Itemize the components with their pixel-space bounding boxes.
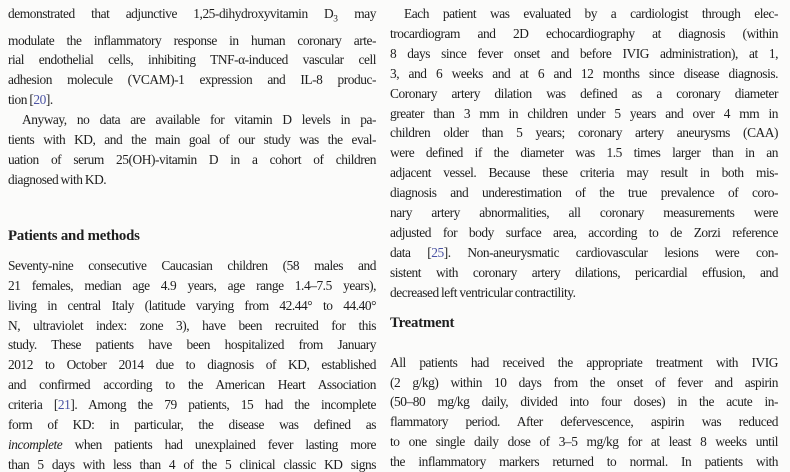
text-segment: 3, and 6 weeks and at 6 and 12 months since disease diagnosis. [390, 65, 778, 81]
paragraph-treatment-protocol [390, 353, 778, 472]
text-segment: children older than 5 years; coronary artery aneurysms (CAA) [390, 125, 778, 141]
text-line [8, 435, 376, 455]
text-segment: (50–80 mg/kg daily, divided into four doses) in the acute in- [390, 394, 778, 410]
text-segment: demonstrated that adjunctive 1,25-dihydroxyvitamin D [8, 6, 334, 21]
text-segment: were defined if the diameter was 1.5 times larger than in an [390, 145, 778, 161]
text-line [8, 415, 376, 435]
section-heading-patients-and-methods: Patients and methods [8, 227, 140, 244]
text-line [390, 432, 778, 452]
text-line [390, 373, 778, 393]
text-segment: diagnosed with KD. [8, 171, 107, 187]
text-segment: 8 days since fever onset and before IVIG administration), at 1, [390, 45, 778, 61]
text-line [390, 452, 778, 472]
text-segment: and confirmed according to the American Heart Association [8, 377, 376, 393]
text-segment: N, ultraviolet index: zone 3), have been recruited for this [8, 317, 376, 333]
text-line [8, 90, 376, 110]
text-segment: than 5 days with less than 4 of the 5 clinical classic KD signs [8, 456, 376, 472]
text-segment: Coronary artery dilation was defined as a coronary diameter [390, 85, 778, 101]
text-segment: greater than 3 mm in children under 5 years and over 4 mm in [390, 105, 778, 121]
text-line [390, 64, 778, 84]
text-line [390, 203, 778, 223]
text-line [8, 335, 376, 355]
text-segment: living in central Italy (latitude varying from 42.44° to 44.40° [8, 297, 376, 313]
text-line [390, 104, 778, 124]
text-segment: decreased left ventricular contractility. [390, 284, 576, 300]
text-segment: 2012 to October 2014 due to diagnosis of KD, established [8, 357, 376, 373]
subscript-text: 3 [333, 14, 338, 25]
text-segment: diagnosis and underestimation of the true prevalence of coro- [390, 185, 778, 201]
text-line [8, 375, 376, 395]
text-line [8, 31, 376, 51]
text-segment: 21 females, median age 4.9 years, age range 1.4–7.5 years), [8, 277, 376, 293]
text-line [390, 84, 778, 104]
text-segment: modulate the inflammatory response in human coronary arte- [8, 32, 376, 48]
text-line [8, 276, 376, 296]
text-line [390, 183, 778, 203]
text-segment: Seventy-nine consecutive Caucasian children (58 males and [8, 257, 376, 273]
text-line [390, 123, 778, 143]
emphasis-text: incomplete [8, 436, 63, 452]
citation-link[interactable]: 20 [33, 92, 46, 108]
left-column [8, 4, 376, 472]
text-line [8, 395, 376, 415]
text-line [390, 223, 778, 243]
text-line [390, 392, 778, 412]
text-segment: nary artery abnormalities, all coronary measurements were [390, 205, 778, 221]
citation-link[interactable]: 25 [431, 244, 444, 260]
text-segment: Anyway, no data are available for vitamin D levels in pa- [22, 112, 376, 128]
text-segment: to one single daily dose of 3–5 mg/kg for at least 8 weeks until [390, 434, 778, 450]
text-line [390, 4, 778, 24]
text-line [390, 24, 778, 44]
text-line [8, 455, 376, 472]
text-line [390, 163, 778, 183]
text-line [8, 130, 376, 150]
text-line [8, 296, 376, 316]
text-segment: study. These patients have been hospitalized from January [8, 337, 376, 353]
text-line [8, 170, 376, 190]
paragraph-cardiac-evaluation [390, 4, 778, 303]
text-segment: tients with KD, and the main goal of our study was the eval- [8, 132, 376, 148]
text-line [8, 256, 376, 276]
text-line [8, 355, 376, 375]
text-segment: ]. [45, 92, 53, 108]
text-segment: (2 g/kg) within 10 days from the onset of fever and aspirin [390, 374, 778, 390]
text-line [8, 110, 376, 130]
text-segment: trocardiogram and 2D echocardiography at diagnosis (within [390, 25, 778, 41]
paragraph-study-goal [8, 110, 376, 190]
section-heading-treatment: Treatment [390, 314, 455, 331]
text-segment: when patients had unexplained fever lasting more [62, 436, 376, 452]
text-line [8, 4, 376, 31]
text-line [390, 412, 778, 432]
text-line [390, 143, 778, 163]
text-segment: Each patient was evaluated by a cardiologist through elec- [404, 6, 778, 21]
text-line [8, 316, 376, 336]
right-column [390, 4, 778, 472]
text-segment: flammatory period. After defervescence, aspirin was reduced [390, 414, 778, 430]
text-segment: adjacent vessel. Because these criteria may result in both mis- [390, 165, 778, 181]
text-line [8, 50, 376, 70]
paragraph-patient-cohort [8, 256, 376, 472]
paragraph-vitamin-d-mechanism [8, 4, 376, 110]
text-line [390, 283, 778, 303]
text-segment: may [337, 6, 376, 21]
text-segment: All patients had received the appropriate treatment with IVIG [390, 354, 778, 370]
text-segment: rial endothelial cells, inhibiting TNF-α-induced vascular cell [8, 52, 376, 68]
text-line [390, 263, 778, 283]
text-segment: data [ [390, 244, 432, 260]
citation-link[interactable]: 21 [57, 397, 71, 413]
text-segment: ]. Non-aneurysmatic cardiovascular lesions were con- [443, 244, 778, 260]
text-segment: adjusted for body surface area, according to de Zorzi reference [390, 224, 778, 240]
text-segment: form of KD: in particular, the disease was defined as [8, 417, 376, 433]
text-segment: uation of serum 25(OH)-vitamin D in a cohort of children [8, 152, 376, 168]
text-line [8, 70, 376, 90]
text-segment: sistent with coronary artery dilations, pericardial effusion, and [390, 264, 778, 280]
text-segment: criteria [ [8, 397, 58, 413]
text-line [390, 353, 778, 373]
text-segment: adhesion molecule (VCAM)-1 expression and IL-8 produc- [8, 72, 376, 88]
text-line [390, 243, 778, 263]
text-segment: the inflammatory markers returned to normal. In patients with [390, 454, 778, 470]
text-line [390, 44, 778, 64]
text-line [8, 150, 376, 170]
text-segment: tion [ [8, 92, 34, 108]
text-segment: ]. Among the 79 patients, 15 had the incomplete [70, 397, 376, 413]
